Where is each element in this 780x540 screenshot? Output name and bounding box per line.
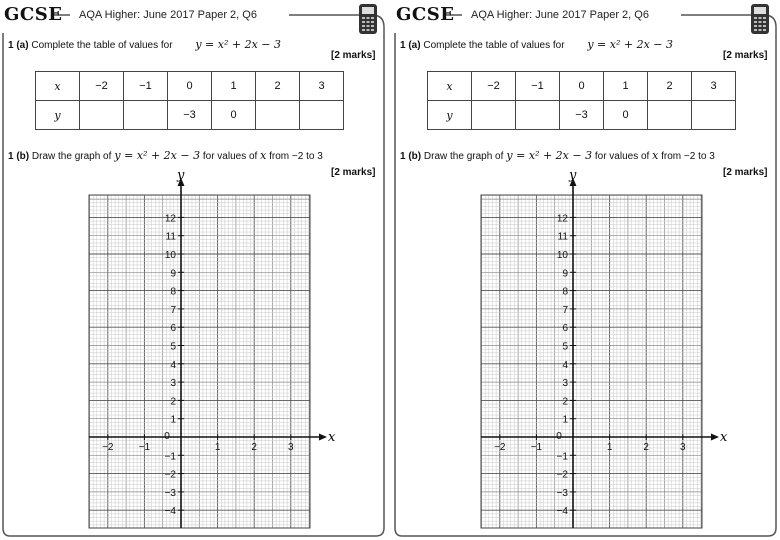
y-tick-label: 8 <box>170 286 176 298</box>
table-header-x: x <box>428 72 472 101</box>
table-cell: −2 <box>80 72 124 101</box>
y-axis-label: y <box>177 168 185 183</box>
equation: y = x² + 2x − 3 <box>114 149 201 162</box>
x-axis-label: x <box>720 430 728 445</box>
question-text: Draw the graph of <box>31 151 112 162</box>
y-tick-label: 1 <box>562 414 568 426</box>
question-text: from −2 to 3 <box>269 151 323 162</box>
marks-1b: [2 marks] <box>723 167 768 178</box>
table-cell: 1 <box>212 72 256 101</box>
variable: x <box>260 149 267 162</box>
question-number: 1 <box>8 40 14 51</box>
exam-source: AQA Higher: June 2017 Paper 2, Q6 <box>79 9 257 21</box>
gcse-logo: GCSE <box>4 4 63 25</box>
y-tick-label: −4 <box>556 506 568 518</box>
y-tick-label: 2 <box>562 396 568 408</box>
table-cell: 0 <box>168 72 212 101</box>
question-text: Complete the table of values for <box>423 40 565 51</box>
worksheet-right <box>392 0 780 540</box>
x-tick-label: 0 <box>164 431 170 442</box>
x-tick-label: −1 <box>138 442 151 453</box>
x-tick-label: 3 <box>680 442 686 453</box>
marks-1a: [2 marks] <box>723 50 768 61</box>
table-cell: 2 <box>648 72 692 101</box>
equation: y = x² + 2x − 3 <box>506 149 593 162</box>
question-text: Complete the table of values for <box>31 40 173 51</box>
y-axis-label: y <box>569 168 577 183</box>
grid-lines <box>481 195 702 528</box>
table-cell: 1 <box>604 72 648 101</box>
x-tick-label: 2 <box>643 442 649 453</box>
y-tick-label: 5 <box>562 341 568 353</box>
question-part: (b) <box>408 151 422 162</box>
y-tick-label: 3 <box>170 378 176 390</box>
y-tick-label: 9 <box>170 268 176 280</box>
question-text: from −2 to 3 <box>661 151 715 162</box>
x-tick-label: −1 <box>530 442 543 453</box>
marks-1b: [2 marks] <box>331 167 376 178</box>
y-tick-label: 11 <box>165 231 176 243</box>
question-text: Draw the graph of <box>423 151 504 162</box>
y-tick-label: 4 <box>170 359 176 371</box>
x-tick-label: 0 <box>556 431 562 442</box>
exam-source: AQA Higher: June 2017 Paper 2, Q6 <box>471 9 649 21</box>
question-text: for values of <box>202 151 258 162</box>
variable: x <box>652 149 659 162</box>
x-tick-label: 1 <box>606 442 613 453</box>
question-text: for values of <box>594 151 650 162</box>
question-part: (a) <box>408 40 421 51</box>
gcse-logo: GCSE <box>396 4 455 25</box>
marks-1a: [2 marks] <box>331 50 376 61</box>
y-tick-label: 2 <box>170 396 176 408</box>
table-cell: 0 <box>212 101 256 130</box>
table-cell: −3 <box>560 101 604 130</box>
y-tick-label: 9 <box>562 268 568 280</box>
y-tick-label: −1 <box>556 451 568 463</box>
y-tick-label: −4 <box>164 506 176 518</box>
table-cell: 3 <box>300 72 344 101</box>
table-cell: 0 <box>604 101 648 130</box>
table-cell: −1 <box>516 72 560 101</box>
question-number: 1 <box>8 151 14 162</box>
y-tick-label: 7 <box>170 304 176 316</box>
y-tick-label: 1 <box>170 414 176 426</box>
x-tick-label: 1 <box>214 442 221 453</box>
x-tick-label: 3 <box>288 442 294 453</box>
y-tick-label: 12 <box>164 213 176 225</box>
y-tick-label: −3 <box>556 487 568 499</box>
table-cell: 2 <box>256 72 300 101</box>
question-number: 1 <box>400 151 406 162</box>
y-tick-label: −3 <box>164 487 176 499</box>
y-tick-label: −2 <box>556 469 568 481</box>
question-part: (b) <box>16 151 30 162</box>
x-tick-label: 2 <box>251 442 257 453</box>
y-tick-label: 4 <box>562 359 568 371</box>
y-tick-label: 7 <box>562 304 568 316</box>
y-tick-label: 12 <box>556 213 568 225</box>
table-cell: −3 <box>168 101 212 130</box>
grid-lines <box>89 195 310 528</box>
equation: y = x² + 2x − 3 <box>587 38 674 51</box>
x-axis-label: x <box>328 430 336 445</box>
table-header-y: y <box>36 101 80 130</box>
table-header-y: y <box>428 101 472 130</box>
y-tick-label: 6 <box>170 323 176 335</box>
table-cell: 0 <box>560 72 604 101</box>
table-cell: −1 <box>124 72 168 101</box>
y-tick-label: 3 <box>562 378 568 390</box>
equation: y = x² + 2x − 3 <box>195 38 282 51</box>
y-tick-label: 8 <box>562 286 568 298</box>
table-cell: −2 <box>472 72 516 101</box>
y-tick-label: 10 <box>556 250 568 261</box>
y-tick-label: 11 <box>557 231 568 243</box>
y-tick-label: 6 <box>562 323 568 335</box>
table-header-x: x <box>36 72 80 101</box>
question-part: (a) <box>16 40 29 51</box>
y-tick-label: 5 <box>170 341 176 353</box>
y-tick-label: −2 <box>164 469 176 481</box>
x-tick-label: −2 <box>494 442 506 453</box>
y-tick-label: −1 <box>164 451 176 463</box>
table-cell: 3 <box>692 72 736 101</box>
question-number: 1 <box>400 40 406 51</box>
y-tick-label: 10 <box>164 250 176 261</box>
x-tick-label: −2 <box>102 442 114 453</box>
graph-paper[interactable] <box>392 0 780 540</box>
